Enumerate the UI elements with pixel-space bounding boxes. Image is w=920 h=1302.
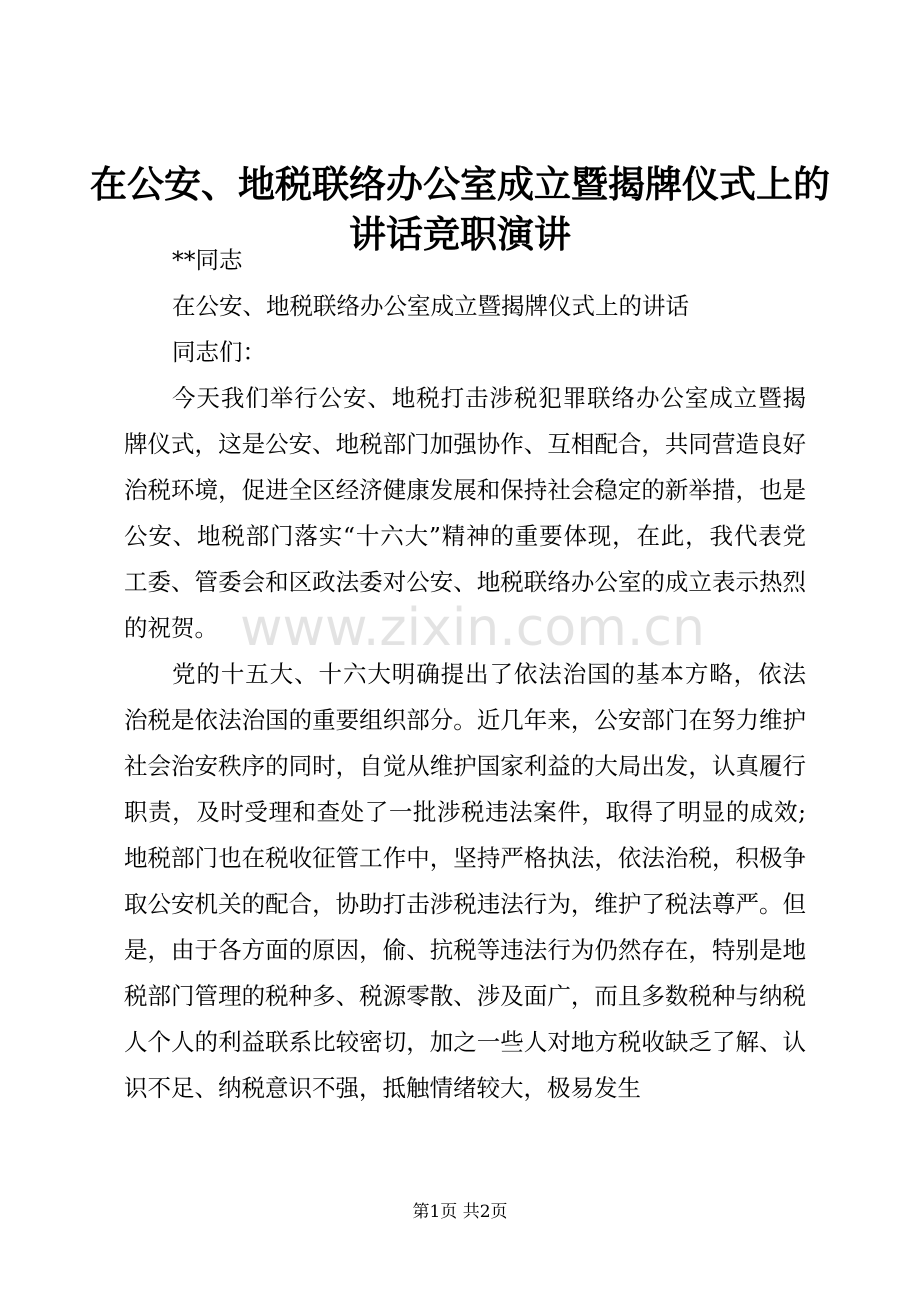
addressee-line: **同志 xyxy=(172,246,243,274)
document-body xyxy=(124,237,806,1111)
title-line-2: 讲话竞职演讲 xyxy=(349,213,571,256)
title-line-1: 在公安、地税联络办公室成立暨揭牌仪式上的 xyxy=(90,163,830,206)
page-footer: 第1页 共2页 xyxy=(412,1202,508,1222)
body-paragraph: 今天我们举行公安、地税打击涉税犯罪联络办公室成立暨揭牌仪式，这是公安、地税部门加强协作、互相配合，共同营造良好治税环境，促进全区经济健康发展和保持社会稳定的新举措，也是公安、地税部门落实“十六大”精神的重要体现，在此，我代表党工委、管委会和区政法委对公安、地税联络办公室的成立表示热烈的祝贺。 xyxy=(124,384,806,642)
subtitle-line: 在公安、地税联络办公室成立暨揭牌仪式上的讲话 xyxy=(172,292,689,320)
salutation-line: 同志们： xyxy=(172,338,266,366)
body-paragraph: 党的十五大、十六大明确提出了依法治国的基本方略，依法治税是依法治国的重要组织部分。近几年来，公安部门在努力维护社会治安秩序的同时，自觉从维护国家利益的大局出发，认真履行职责，及时受理和查处了一批涉税违法案件，取得了明显的成效;地税部门也在税收征管工作中，坚持严格执法，依法治税，积极争取公安机关的配合，协助打击涉税违法行为，维护了税法尊严。但是，由于各方面的原因，偷、抗税等违法行为仍然存在，特别是地税部门管理的税种多、税源零散、涉及面广，而且多数税种与纳税人个人的利益联系比较密切，加之一些人对地方税收缺乏了解、认识不足、纳税意识不强，抵触情绪较大，极易发生 xyxy=(124,660,806,1102)
watermark: www.zixin.com.cn xyxy=(240,598,705,658)
